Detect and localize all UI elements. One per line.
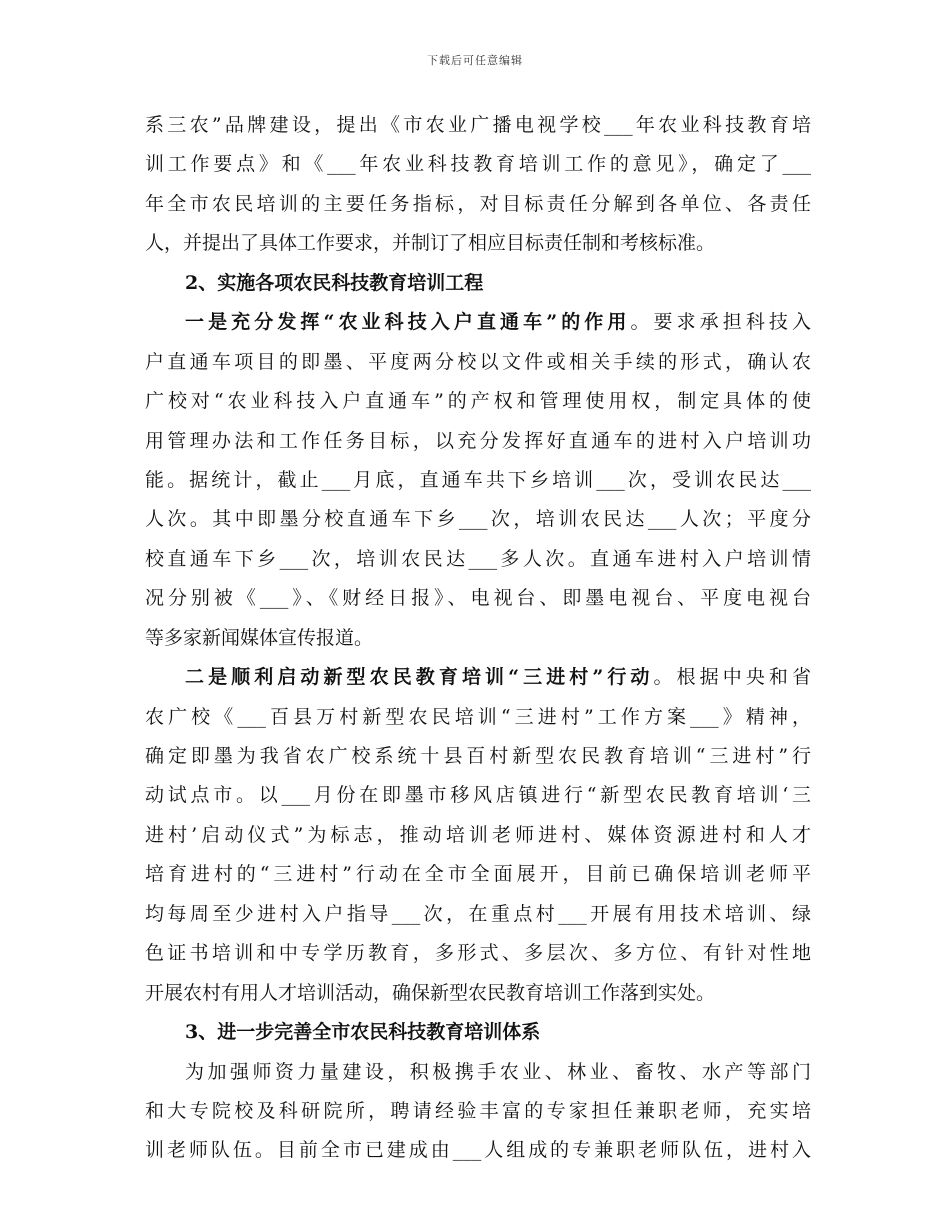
text-line [145, 224, 811, 263]
bold-text-segment: 一是充分发挥“农业科技入户直通车”的作用 [185, 311, 631, 334]
text-segment: 人，并提出了具体工作要求，并制订了相应目标责任制和考核标准。 [145, 232, 716, 255]
text-segment: 进村’启动仪式”为标志，推动培训老师进村、媒体资源进村和人才 [145, 823, 811, 846]
text-line [145, 185, 811, 224]
text-segment: 均每周至少进村入户指导___次，在重点村___开展有用技术培训、绿 [145, 902, 811, 925]
text-line [145, 776, 811, 815]
text-line [145, 934, 811, 973]
text-line [145, 579, 811, 618]
text-segment: 用管理办法和工作任务目标，以充分发挥好直通车的进村入户培训功 [145, 429, 811, 452]
text-line [145, 303, 811, 342]
text-line [145, 382, 811, 421]
bold-text-segment: 3、进一步完善全市农民科技教育培训体系 [185, 1021, 541, 1044]
text-line [145, 737, 811, 776]
text-segment: 人次。其中即墨分校直通车下乡___次，培训农民达___人次；平度分 [145, 508, 811, 531]
text-line [145, 264, 811, 303]
text-segment: 训老师队伍。目前全市已建成由___人组成的专兼职老师队伍，进村入 [145, 1139, 811, 1162]
text-segment: 农广校《___百县万村新型农民培训“三进村”工作方案___》精神， [145, 705, 811, 728]
text-segment: 为加强师资力量建设，积极携手农业、林业、畜牧、水产等部门 [185, 1060, 811, 1083]
text-line [145, 816, 811, 855]
text-segment: 等多家新闻媒体宣传报道。 [145, 626, 374, 649]
bold-text-segment: 2、实施各项农民科技教育培训工程 [185, 271, 484, 294]
text-line [145, 461, 811, 500]
text-line [145, 974, 811, 1013]
text-line [145, 422, 811, 461]
text-segment: 开展农村有用人才培训活动，确保新型农民教育培训工作落到实处。 [145, 981, 716, 1004]
text-segment: 培育进村的“三进村”行动在全市全面展开，目前已确保培训老师平 [145, 863, 811, 886]
text-segment: 训工作要点》和《___年农业科技教育培训工作的意见》，确定了___ [145, 153, 811, 176]
text-line [145, 895, 811, 934]
text-line [145, 106, 811, 145]
text-line [145, 540, 811, 579]
document-body [145, 106, 811, 1171]
text-line [145, 1053, 811, 1092]
text-segment: 校直通车下乡___次，培训农民达___多人次。直通车进村入户培训情 [145, 547, 811, 570]
text-segment: 。要求承担科技入 [630, 311, 811, 334]
text-line [145, 343, 811, 382]
text-segment: 系三农”品牌建设，提出《市农业广播电视学校___年农业科技教育培 [145, 114, 811, 136]
text-segment: 况分别被《___》、《财经日报》、电视台、即墨电视台、平度电视台 [145, 587, 811, 610]
text-segment: 户直通车项目的即墨、平度两分校以文件或相关手续的形式，确认农 [145, 350, 811, 373]
text-line [145, 1092, 811, 1131]
text-segment: 色证书培训和中专学历教育，多形式、多层次、多方位、有针对性地 [145, 942, 811, 965]
text-segment: 。根据中央和省 [653, 666, 811, 689]
text-segment: 年全市农民培训的主要任务指标，对目标责任分解到各单位、各责任 [145, 192, 811, 215]
page-header: 下载后可任意编辑 [427, 54, 523, 67]
bold-text-segment: 二是顺利启动新型农民教育培训“三进村”行动 [185, 666, 654, 689]
text-segment: 和大专院校及科研院所，聘请经验丰富的专家担任兼职老师，充实培 [145, 1099, 811, 1122]
text-segment: 能。据统计，截止___月底，直通车共下乡培训___次，受训农民达___ [145, 468, 811, 491]
text-line [145, 145, 811, 184]
text-line [145, 658, 811, 697]
text-line [145, 855, 811, 894]
text-line [145, 500, 811, 539]
text-line [145, 698, 811, 737]
text-line [145, 1013, 811, 1052]
text-segment: 确定即墨为我省农广校系统十县百村新型农民教育培训“三进村”行 [145, 745, 811, 767]
text-segment: 广校对“农业科技入户直通车”的产权和管理使用权，制定具体的使 [145, 390, 811, 413]
text-line [145, 619, 811, 658]
text-segment: 动试点市。以___月份在即墨市移风店镇进行“新型农民教育培训‘三 [145, 784, 811, 807]
text-line [145, 1131, 811, 1170]
